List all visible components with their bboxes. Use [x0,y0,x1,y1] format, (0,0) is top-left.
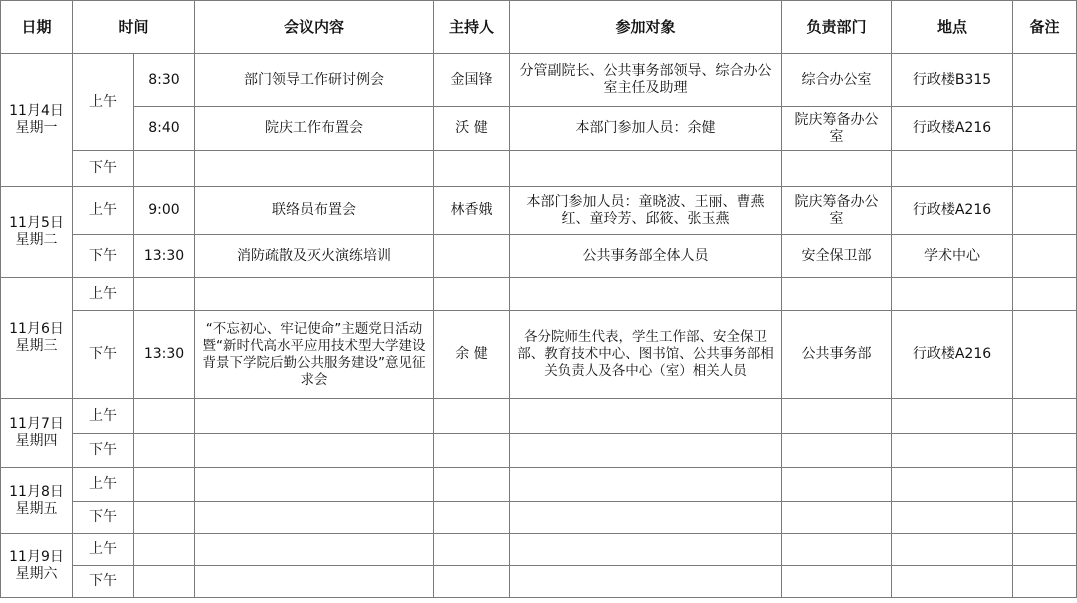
location-cell: 学术中心 [892,235,1013,278]
participants-cell [510,151,782,187]
period-cell: 下午 [73,502,134,534]
participants-cell [510,399,782,434]
location-cell [892,151,1013,187]
content-cell [195,278,434,311]
period-cell: 上午 [73,399,134,434]
weekday-label: 星期二 [15,232,58,248]
content-cell: 消防疏散及灭火演练培训 [195,235,434,278]
table-row [1,566,1077,598]
content-cell [195,566,434,598]
header-remarks: 备注 [1013,1,1077,54]
table-row [1,151,1077,187]
department-cell: 安全保卫部 [782,235,892,278]
period-cell: 下午 [73,434,134,468]
time-cell: 9:00 [134,187,195,235]
participants-cell: 本部门参加人员：童晓波、王丽、曹燕红、童玲芳、邱筱、张玉燕 [510,187,782,235]
date-label: 11月8日 [9,483,64,500]
department-cell [782,468,892,502]
period-cell: 下午 [73,311,134,399]
participants-cell [510,566,782,598]
header-location: 地点 [892,1,1013,54]
participants-cell [510,502,782,534]
host-cell [434,278,510,311]
participants-cell: 分管副院长、公共事务部领导、综合办公室主任及助理 [510,54,782,107]
remarks-cell [1013,468,1077,502]
time-cell [134,151,195,187]
remarks-cell [1013,107,1077,151]
date-cell [1,534,73,598]
content-cell: 部门领导工作研讨例会 [195,54,434,107]
header-date: 日期 [1,1,73,54]
department-cell: 综合办公室 [782,54,892,107]
host-cell: 余 健 [434,311,510,399]
table-row [1,311,1077,399]
table-row [1,534,1077,566]
date-label: 11月7日 [9,416,64,432]
content-cell [195,399,434,434]
department-cell: 院庆筹备办公室 [782,107,892,151]
table-row [1,468,1077,502]
header-time: 时间 [73,1,195,54]
date-cell [1,399,73,468]
department-cell [782,534,892,566]
content-cell [195,534,434,566]
time-cell [134,468,195,502]
time-cell [134,502,195,534]
remarks-cell [1013,187,1077,235]
date-cell [1,187,73,278]
date-cell [1,54,73,187]
department-cell [782,399,892,434]
location-cell: 行政楼B315 [892,54,1013,107]
remarks-cell [1013,502,1077,534]
table-row [1,278,1077,311]
host-cell [434,151,510,187]
host-cell [434,566,510,598]
weekday-label: 星期三 [15,338,58,354]
location-cell [892,534,1013,566]
remarks-cell [1013,534,1077,566]
date-label: 11月5日 [9,215,64,231]
period-cell: 上午 [73,278,134,311]
time-cell: 13:30 [134,235,195,278]
host-cell: 沃 健 [434,107,510,151]
location-cell [892,278,1013,311]
location-cell [892,566,1013,598]
location-cell [892,399,1013,434]
table-row [1,187,1077,235]
participants-cell: 本部门参加人员：余健 [510,107,782,151]
header-host: 主持人 [434,1,510,54]
content-cell [195,151,434,187]
location-cell: 行政楼A216 [892,187,1013,235]
content-cell [195,468,434,502]
department-cell [782,151,892,187]
date-label: 11月6日 [9,321,64,337]
period-cell: 上午 [73,468,134,502]
date-label: 11月4日 [9,103,64,119]
table-row [1,434,1077,468]
host-cell [434,502,510,534]
department-cell [782,502,892,534]
content-cell: “不忘初心、牢记使命”主题党日活动暨“新时代高水平应用技术型大学建设背景下学院后勤公共服务建设”意见征求会 [195,311,434,399]
location-cell: 行政楼A216 [892,311,1013,399]
time-cell [134,434,195,468]
remarks-cell [1013,151,1077,187]
remarks-cell [1013,434,1077,468]
participants-cell: 各分院师生代表，学生工作部、安全保卫部、教育技术中心、图书馆、公共事务部相关负责人及各中心（室）相关人员 [510,311,782,399]
header-participants: 参加对象 [510,1,782,54]
content-cell: 院庆工作布置会 [195,107,434,151]
remarks-cell [1013,399,1077,434]
participants-cell: 公共事务部全体人员 [510,235,782,278]
content-cell: 联络员布置会 [195,187,434,235]
period-cell: 上午 [73,54,134,151]
table-row [1,235,1077,278]
time-cell: 8:40 [134,107,195,151]
period-cell: 下午 [73,151,134,187]
department-cell [782,278,892,311]
date-cell [1,278,73,399]
host-cell [434,235,510,278]
period-cell: 上午 [73,187,134,235]
table-row [1,502,1077,534]
remarks-cell [1013,278,1077,311]
participants-cell [510,278,782,311]
remarks-cell [1013,311,1077,399]
time-cell: 8:30 [134,54,195,107]
host-cell [434,399,510,434]
department-cell [782,566,892,598]
table-row [1,399,1077,434]
location-cell: 行政楼A216 [892,107,1013,151]
weekday-label: 星期五 [15,500,58,517]
date-cell [1,468,73,534]
participants-cell [510,434,782,468]
participants-cell [510,468,782,502]
date-label: 11月9日 [9,548,64,565]
content-cell [195,502,434,534]
remarks-cell [1013,566,1077,598]
period-cell: 上午 [73,534,134,566]
host-cell [434,534,510,566]
location-cell [892,434,1013,468]
time-cell [134,566,195,598]
weekday-label: 星期四 [15,433,58,449]
remarks-cell [1013,54,1077,107]
table-row [1,107,1077,151]
content-cell [195,434,434,468]
period-cell: 下午 [73,235,134,278]
location-cell [892,468,1013,502]
header-department: 负责部门 [782,1,892,54]
remarks-cell [1013,235,1077,278]
host-cell: 金国锋 [434,54,510,107]
participants-cell [510,534,782,566]
header-row [1,1,1077,54]
department-cell: 院庆筹备办公室 [782,187,892,235]
department-cell [782,434,892,468]
weekday-label: 星期一 [15,120,58,136]
time-cell [134,534,195,566]
time-cell: 13:30 [134,311,195,399]
table-row [1,54,1077,107]
weekday-label: 星期六 [15,565,58,582]
host-cell [434,434,510,468]
time-cell [134,399,195,434]
header-content: 会议内容 [195,1,434,54]
location-cell [892,502,1013,534]
period-cell: 下午 [73,566,134,598]
department-cell: 公共事务部 [782,311,892,399]
host-cell: 林香娥 [434,187,510,235]
time-cell [134,278,195,311]
host-cell [434,468,510,502]
